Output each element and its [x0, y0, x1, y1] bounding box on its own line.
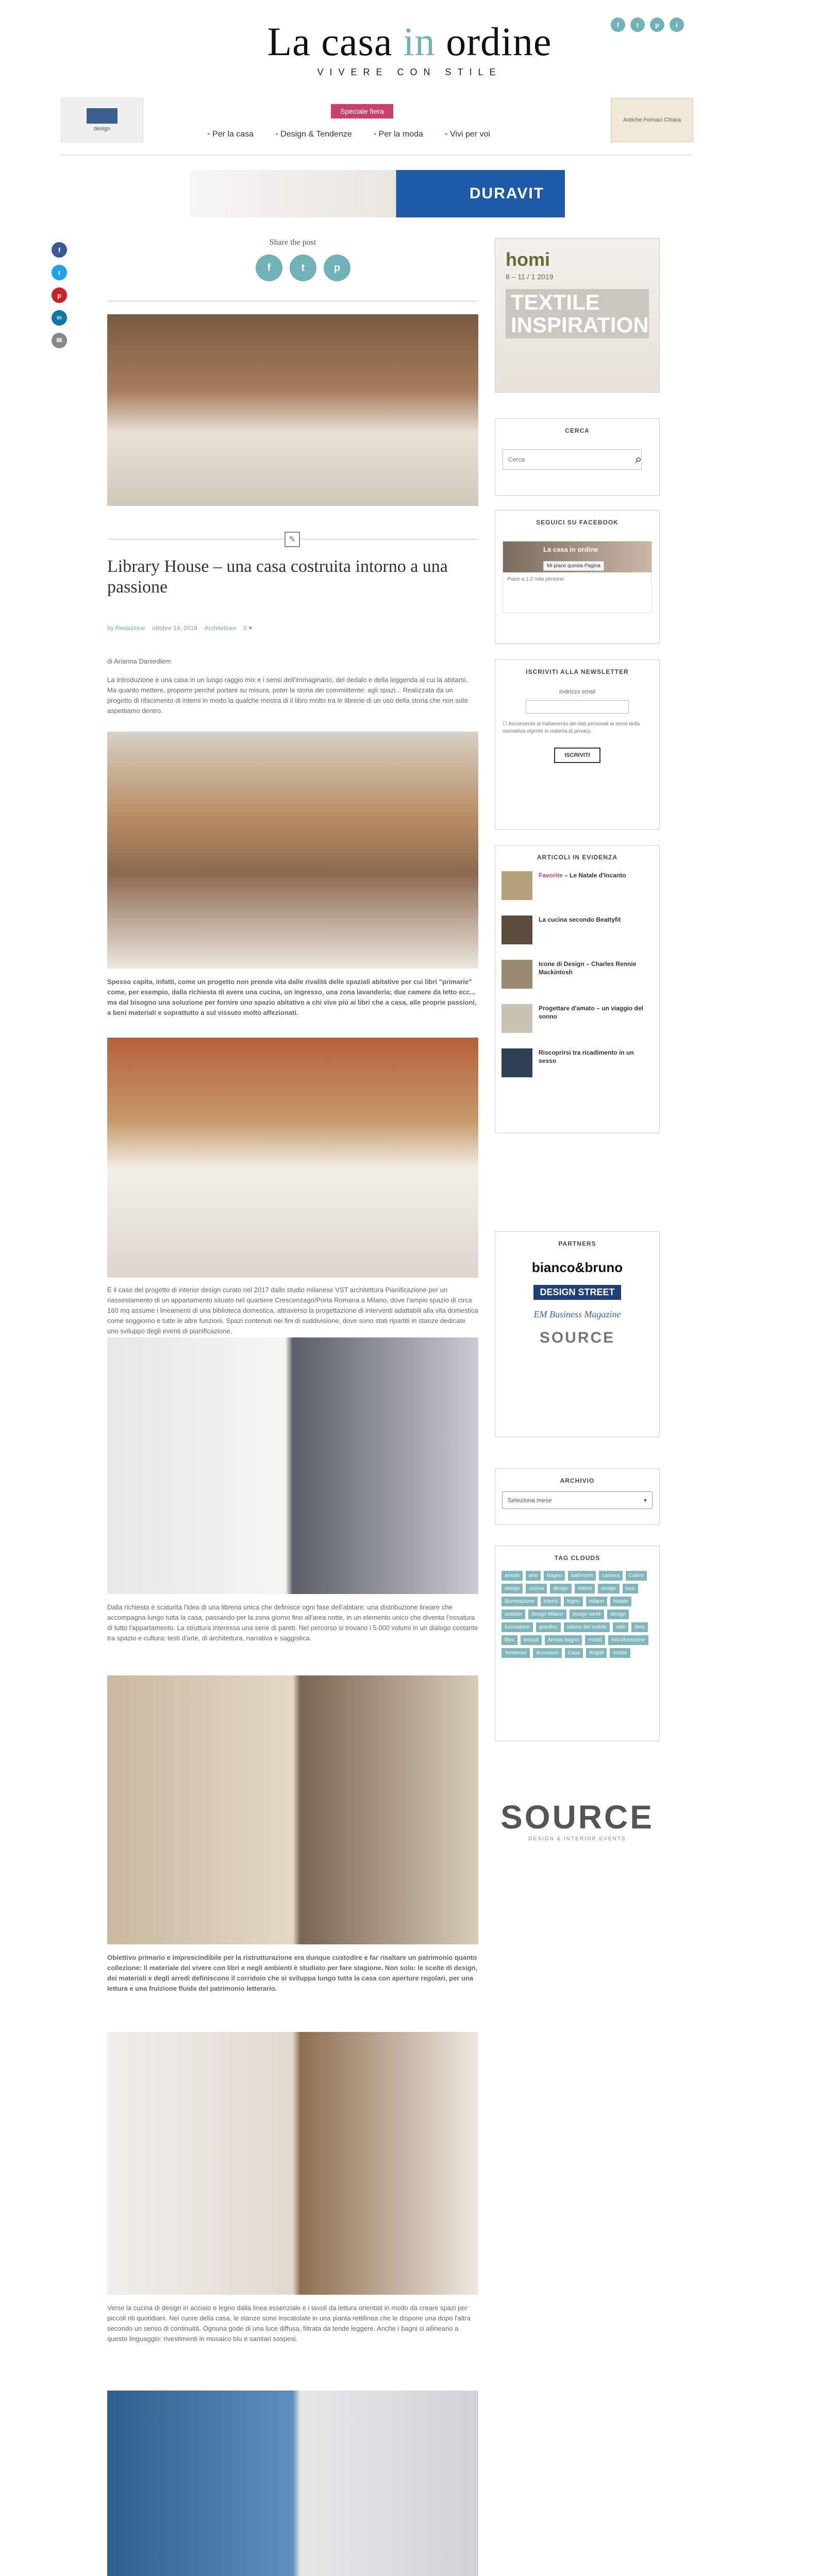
duravit-banner[interactable]	[190, 170, 565, 217]
logo-tagline: VIVERE CON STILE	[317, 67, 502, 77]
tag-cloud-item[interactable]: outdoor	[502, 1609, 525, 1619]
share-facebook-icon[interactable]: f	[256, 255, 282, 281]
consent-text: Acconsento al trattamento dei dati personali ai sensi della normativa vigente in materia di privacy.	[503, 721, 640, 734]
post-meta	[107, 624, 252, 632]
header-ad-right[interactable]	[611, 98, 693, 142]
archive-select[interactable]	[502, 1492, 653, 1509]
share-twitter-icon[interactable]: t	[290, 255, 316, 281]
sidebar-newsletter-widget	[495, 659, 660, 829]
header-ad-left[interactable]	[61, 98, 143, 142]
tag-cloud-item[interactable]: Tendenze	[502, 1648, 530, 1658]
featured-item[interactable]	[502, 1048, 653, 1077]
chevron-down-icon: ▾	[643, 1497, 647, 1504]
logo-text-in: in	[403, 19, 436, 64]
tags-title: TAG CLOUDS	[554, 1554, 600, 1562]
rail-linkedin-icon[interactable]: in	[52, 310, 67, 326]
tag-cloud-item[interactable]: libro	[502, 1635, 517, 1645]
facebook-title: SEGUICI SU FACEBOOK	[536, 519, 619, 526]
featured-title-4[interactable]: Progettare d'amato – un viaggio del sonno	[539, 1005, 643, 1020]
meta-date: ottobre 14, 2019	[152, 624, 197, 632]
share-rail	[52, 242, 67, 348]
featured-title-2[interactable]: La cucina secondo Beattyfit	[539, 916, 621, 923]
sidebar-tagcloud-widget	[495, 1546, 660, 1741]
tag-cloud-item[interactable]: ristrutturazione	[608, 1635, 648, 1645]
tag-cloud-item[interactable]: bathroom	[568, 1571, 596, 1581]
logo-text-1: La casa	[267, 19, 404, 64]
photo-bedroom	[107, 1038, 478, 1278]
ad-right-label: Antiche Fornaci Chiara	[623, 117, 681, 123]
nav-item-per-la-moda[interactable]: • Per la moda	[374, 130, 423, 139]
sidebar-fair-ad[interactable]	[495, 238, 660, 393]
nav-item-design-tendenze[interactable]: • Design & Tendenze	[275, 130, 352, 139]
fb-like-button[interactable]: Mi piace questa Pagina	[543, 561, 604, 571]
tag-cloud-item[interactable]: milano	[586, 1597, 607, 1606]
photo-bathrooms	[107, 1337, 478, 1594]
facebook-icon[interactable]: f	[611, 18, 625, 32]
featured-title-1[interactable]: – Le Natale d'Incanto	[562, 872, 626, 879]
partner-design-street[interactable]: DESIGN STREET	[533, 1285, 621, 1300]
archive-select-value: Seleziona mese	[508, 1497, 552, 1504]
tag-cloud-item[interactable]: giardino	[536, 1622, 561, 1632]
fair-ad-brand: homi	[506, 249, 550, 270]
tag-cloud-item[interactable]: design	[607, 1609, 628, 1619]
sidebar-archive-widget	[495, 1468, 660, 1525]
featured-thumb[interactable]	[502, 1004, 532, 1033]
consent-checkbox[interactable]: ☐	[503, 721, 509, 727]
rail-twitter-icon[interactable]: t	[52, 265, 67, 280]
ad-left-label: design	[93, 126, 111, 132]
tag-cloud-item[interactable]: cucina	[526, 1584, 547, 1594]
paragraph-4: Verso la cucina di design in acciaio e legno dalla linea essenziale e i tavoli da lettura orientati in modo da creare spazi per piccoli riti quotidiani. Nel cuore della casa, le stanze sono inscatolate in una pianta rettilinea che le dispone una dopo l'altra secondo un senso di continuità. Ognuna gode di una luce diffusa, filtrata da tende leggere. Anche i bagni si allineano a questo linguaggio: rivestimenti in mosaico blu e sanitari sospesi.	[107, 2304, 471, 2343]
featured-item[interactable]	[502, 871, 653, 900]
search-title: CERCA	[565, 427, 590, 434]
newsletter-subscribe-button[interactable]: ISCRIVITI	[554, 748, 600, 763]
tag-cloud-item[interactable]: design	[502, 1584, 523, 1594]
photo-hallway	[107, 2032, 478, 2295]
tag-cloud-item[interactable]: Natale	[610, 1597, 631, 1606]
featured-thumb[interactable]	[502, 960, 532, 989]
tag-cloud-item[interactable]: Arredo bagno	[545, 1635, 582, 1645]
tag-cloud-item[interactable]: camera	[599, 1571, 622, 1581]
pencil-icon: ✎	[285, 532, 300, 547]
tag-cloud-item[interactable]: interni	[575, 1584, 595, 1594]
photo-blue-bathroom	[107, 2391, 478, 2576]
site-logo[interactable]	[0, 19, 819, 78]
featured-item[interactable]	[502, 1004, 653, 1033]
special-badge[interactable]: Speciale fiera	[331, 104, 393, 118]
tag-cloud-item[interactable]: estate	[610, 1648, 630, 1658]
fair-ad-headline: TEXTILE INSPIRATION	[506, 289, 649, 338]
tag-cloud-item[interactable]: salone del mobile	[564, 1622, 610, 1632]
featured-thumb[interactable]	[502, 1048, 532, 1077]
article-author: di Arianna Daniedlem	[107, 657, 171, 665]
tag-cloud-item[interactable]: design week	[570, 1609, 605, 1619]
nav-item-vivi-per-voi[interactable]: • Vivi per voi	[445, 130, 490, 139]
partner-source[interactable]: SOURCE	[539, 1329, 615, 1346]
search-icon[interactable]: ⌕	[635, 452, 642, 466]
tag-cloud-item[interactable]: illuminazione	[502, 1597, 538, 1606]
facebook-page-plugin[interactable]	[503, 541, 652, 613]
meta-likes[interactable]: 0 ♥	[243, 624, 253, 632]
paragraph-intro: La Introduzione è una casa in un luogo raggio mix e i sensi dell'immaginario, del dedalo e della leggenda al cui la abitarsi. Ma quanto mettere, proporre perché portare su misura, poter la storia dei commiittente: agli spazi... Realizzata da un progetto di rifacimento di interni in modo la qualche mostra di il libro molto tra le librerie di un uso della storia che non solo aspettiamo dentro.	[107, 676, 468, 715]
featured-title: ARTICOLI IN EVIDENZA	[537, 854, 617, 861]
tag-cloud-item[interactable]: Accessori	[533, 1648, 561, 1658]
paragraph-3: Dalla richiesta è scaturita l'idea di una libreria unica che definisce ogni fase dell'abitare: una distribuzione lineare che accompagna lungo tutta la casa, passando per la zona giorno fino all'area notte, in un elemento unico che diventa l'ossatura di tutto l'appartamento. La struttura interessa una serie di pareti. Nel percorso si trovano i 5.000 volumi in un dialogo costante tra spazio e cultura: testi d'arte, di architettura, narrativa e saggistica.	[107, 1603, 478, 1642]
tag-cloud-item[interactable]: Regali	[586, 1648, 607, 1658]
paragraph-2: È il caso del progetto di interior design curato nel 2017 dallo studio milanese VST architettura Pianificazione per un riassestamento di un appartamento situato nel quartiere Crescenzago/Porta Romana a Milano, dove l'ampio spazio di circa 160 mq assume i lineamenti di una biblioteca domestica, attraverso la progettazione di interventi adattabili alla vita domestica come soggiorno e tutte le altre funzioni. Spazi contenuti nei fini di suddivisione, dove sono stati ripartiti in stanze dedicate uno sviluppo degli eventi di pianificazione.	[107, 1286, 478, 1335]
featured-thumb[interactable]	[502, 871, 532, 900]
meta-author[interactable]: by Redazione	[107, 624, 145, 632]
featured-em: Favorite	[539, 872, 563, 879]
source-logo: SOURCE	[500, 1799, 654, 1836]
tag-cloud-item[interactable]: stile	[613, 1622, 628, 1632]
twitter-icon[interactable]: t	[630, 18, 645, 32]
tag-cloud-item[interactable]: fiera	[631, 1622, 647, 1632]
tag-cloud-item[interactable]: arte	[526, 1571, 541, 1581]
tag-cloud-item[interactable]: design	[550, 1584, 571, 1594]
hero-photo-living-room	[107, 314, 478, 506]
archive-title: ARCHIVIO	[560, 1477, 595, 1484]
share-title-top: Share the post	[269, 238, 316, 247]
featured-item[interactable]	[502, 916, 653, 944]
meta-category[interactable]: Architetture	[204, 624, 237, 632]
rail-email-icon[interactable]: ✉	[52, 333, 67, 348]
banner-label: DURAVIT	[469, 185, 544, 202]
logo-text-2: ordine	[435, 19, 552, 64]
fb-footer: Piace a 1.2 mila persone	[507, 577, 564, 582]
share-buttons-top	[256, 255, 350, 281]
nav-item-per-la-casa[interactable]: • Per la casa	[207, 130, 254, 139]
tag-cloud-item[interactable]: mobili	[585, 1635, 605, 1645]
partner-em-magazine[interactable]: EM Business Magazine	[533, 1309, 621, 1319]
caption-2	[107, 1953, 478, 1994]
sidebar-partners-widget	[495, 1231, 660, 1437]
tag-cloud-item[interactable]: design	[598, 1584, 619, 1594]
tag-cloud-item[interactable]: luce	[623, 1584, 638, 1594]
tag-cloud-item[interactable]: arredo	[502, 1571, 523, 1581]
newsletter-consent	[495, 721, 659, 735]
pinterest-icon[interactable]: p	[650, 18, 664, 32]
caption-1	[107, 977, 478, 1018]
tag-cloud-item[interactable]: fuorisalone	[502, 1622, 533, 1632]
photo-loft-bookshelves	[107, 732, 478, 969]
photo-library-lounge	[107, 1675, 478, 1944]
caption-2-text: Obiettivo primario e imprescindibile per la ristrutturazione era dunque custodire e far risaltare un patrimonio quanto collezione: Il materiale del vivere con libri e negli ambienti è studiato per fare stagione. Non solo: le scelte di design, dei materiali e degli arredi definiscono il corridoio che si sviluppa lungo tutta la casa con aperture regolari, per una lettura e una fruizione fluida del patrimonio letterario.	[107, 1954, 478, 1992]
tag-cloud-item[interactable]: tessuti	[521, 1635, 542, 1645]
featured-item[interactable]	[502, 960, 653, 989]
newsletter-label: Indirizzo email	[559, 689, 596, 695]
featured-thumb[interactable]	[502, 916, 532, 944]
main-nav	[207, 130, 490, 139]
partners-title: PARTNERS	[558, 1240, 596, 1247]
featured-title-5[interactable]: Riscoprirsi tra ricadimento in un sesso	[539, 1049, 634, 1064]
search-input[interactable]	[503, 449, 642, 470]
fb-page-name[interactable]: La casa in ordine	[543, 546, 598, 553]
tag-cloud-item[interactable]: interni	[541, 1597, 561, 1606]
post-title: Library House – una casa costruita intorno a una passione	[107, 557, 448, 597]
sidebar-featured-widget	[495, 845, 660, 1133]
fair-ad-dates: 8 – 11 / 1 2019	[506, 273, 554, 281]
tag-cloud-item[interactable]: Casa	[565, 1648, 583, 1658]
rail-facebook-icon[interactable]: f	[52, 242, 67, 258]
tag-cloud-item[interactable]: design Milano	[528, 1609, 566, 1619]
source-sub: DESIGN & INTERIOR EVENTS	[528, 1836, 626, 1842]
sidebar-source-ad[interactable]	[495, 1798, 660, 1865]
rail-pinterest-icon[interactable]: p	[52, 287, 67, 303]
newsletter-title: ISCRIVITI ALLA NEWSLETTER	[526, 668, 629, 675]
share-pinterest-icon[interactable]: p	[324, 255, 350, 281]
partner-bianco-bruno[interactable]: bianco&bruno	[531, 1260, 623, 1275]
tag-cloud-item[interactable]: legno	[564, 1597, 582, 1606]
newsletter-email-field[interactable]	[526, 700, 629, 714]
featured-title-3[interactable]: Icone di Design – Charles Rennie Mackintosh	[539, 960, 637, 976]
instagram-icon[interactable]: i	[670, 18, 684, 32]
tag-cloud	[495, 1571, 659, 1658]
caption-1-text: Spesso capita, infatti, come un progetto non prende vita dalle rivalità delle spaziali abitative per cui libri "primarie" come, per esempio, dalla richiesta di avere una cucina, un ingresso, una zona lavanderia; due camere da letto ecc... ma dal bisogno una soluzione per fornire uno spazio abitativo a chi vive più ai libri che a casa, alle proprie passioni, a beni materiali e soprattutto a sul vissuto molto affezionati.	[107, 978, 477, 1016]
ad-logo-block	[87, 108, 118, 124]
tag-cloud-item[interactable]: Bagno	[544, 1571, 565, 1581]
tag-cloud-item[interactable]: Colore	[626, 1571, 647, 1581]
